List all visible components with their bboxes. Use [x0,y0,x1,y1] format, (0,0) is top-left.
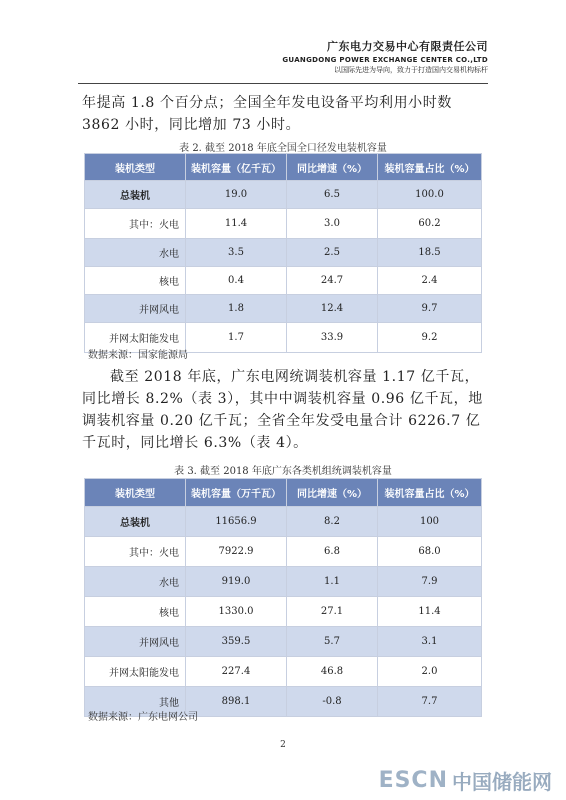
table-cell-type: 并网风电 [85,295,186,323]
watermark-logo: ESCN [378,768,448,793]
table-cell-capacity: 11.4 [186,209,287,239]
table-cell-share: 7.9 [378,567,482,597]
table-2-header-row [85,154,482,181]
table-row [85,657,482,687]
table-row [85,181,482,209]
table-cell-share: 7.7 [378,687,482,717]
table-cell-capacity: 1330.0 [186,597,287,627]
table-cell-capacity: 898.1 [186,687,287,717]
table-3-source: 数据来源：广东电网公司 [88,712,198,723]
table-cell-capacity: 7922.9 [186,537,287,567]
table-cell-type: 并网太阳能发电 [85,657,186,687]
paragraph-2-line-4: 千瓦时，同比增长 6.3%（表 4）。 [82,435,308,451]
table-2 [84,153,482,353]
table-cell-type: 并网太阳能发电 [85,323,186,353]
table-cell-type: 总装机 [85,181,186,209]
table-cell-type: 其中：火电 [85,537,186,567]
table-cell-capacity: 227.4 [186,657,287,687]
table-row [85,627,482,657]
table-cell-growth: 27.1 [287,597,378,627]
table-cell-growth: 6.8 [287,537,378,567]
table-cell-capacity: 919.0 [186,567,287,597]
table-3-header-share: 装机容量占比（%） [378,479,482,507]
watermark [379,766,552,795]
table-row [85,239,482,267]
table-cell-capacity: 359.5 [186,627,287,657]
table-2-header-growth: 同比增速（%） [287,154,378,181]
table-cell-growth: 12.4 [287,295,378,323]
paragraph-1 [82,92,492,136]
table-row [85,507,482,537]
table-cell-growth: 1.1 [287,567,378,597]
table-2-header-type: 装机类型 [85,154,186,181]
table-cell-share: 60.2 [378,209,482,239]
company-name-en: GUANGDONG POWER EXCHANGE CENTER CO.,LTD [282,56,488,64]
document-header [282,38,488,75]
table-cell-share: 68.0 [378,537,482,567]
paragraph-1-line-1: 年提高 1.8 个百分点；全国全年发电设备平均利用小时数 [82,95,452,111]
table-row [85,295,482,323]
table-cell-capacity: 0.4 [186,267,287,295]
table-cell-growth: 24.7 [287,267,378,295]
table-cell-share: 18.5 [378,239,482,267]
table-cell-share: 2.0 [378,657,482,687]
table-cell-share: 9.7 [378,295,482,323]
table-cell-share: 3.1 [378,627,482,657]
table-cell-share: 2.4 [378,267,482,295]
table-3-header-row [85,479,482,507]
table-cell-growth: 2.5 [287,239,378,267]
paragraph-1-line-2: 3862 小时，同比增加 73 小时。 [82,117,301,133]
table-cell-growth: 5.7 [287,627,378,657]
table-cell-growth: 8.2 [287,507,378,537]
table-cell-capacity: 19.0 [186,181,287,209]
table-row [85,597,482,627]
table-3-header-capacity: 装机容量（万千瓦） [186,479,287,507]
table-3-caption: 表 3. 截至 2018 年底广东各类机组统调装机容量 [174,466,392,477]
company-name-cn: 广东电力交易中心有限责任公司 [327,40,488,53]
paragraph-2-line-2: 同比增长 8.2%（表 3），其中中调装机容量 0.96 亿千瓦，地 [82,391,483,407]
page-number: 2 [280,740,286,750]
table-cell-growth: -0.8 [287,687,378,717]
table-cell-share: 11.4 [378,597,482,627]
company-slogan: 以国际先进为导向，致力于打造国内交易机构标杆 [334,66,488,74]
table-row [85,537,482,567]
table-cell-type: 核电 [85,267,186,295]
table-3-header-type: 装机类型 [85,479,186,507]
table-2-header-capacity: 装机容量（亿千瓦） [186,154,287,181]
table-2-header-share: 装机容量占比（%） [378,154,482,181]
table-cell-type: 其他 [85,687,186,717]
header-divider [78,83,488,84]
table-2-caption: 表 2. 截至 2018 年底全国全口径发电装机容量 [179,143,387,154]
table-row [85,567,482,597]
table-cell-type: 水电 [85,239,186,267]
table-cell-type: 水电 [85,567,186,597]
table-cell-capacity: 1.7 [186,323,287,353]
table-cell-capacity: 11656.9 [186,507,287,537]
paragraph-2 [82,366,492,454]
table-cell-growth: 46.8 [287,657,378,687]
table-cell-growth: 6.5 [287,181,378,209]
table-cell-share: 100 [378,507,482,537]
table-cell-share: 9.2 [378,323,482,353]
table-cell-growth: 3.0 [287,209,378,239]
table-cell-type: 并网风电 [85,627,186,657]
table-cell-capacity: 3.5 [186,239,287,267]
table-cell-type: 总装机 [85,507,186,537]
paragraph-2-line-3: 调装机容量 0.20 亿千瓦；全省全年发受电量合计 6226.7 亿 [82,413,481,429]
table-row [85,267,482,295]
table-row [85,209,482,239]
table-cell-type: 其中：火电 [85,209,186,239]
table-cell-share: 100.0 [378,181,482,209]
table-3 [84,478,482,717]
table-cell-type: 核电 [85,597,186,627]
table-cell-growth: 33.9 [287,323,378,353]
paragraph-2-line-1: 截至 2018 年底，广东电网统调装机容量 1.17 亿千瓦， [110,369,480,385]
table-cell-capacity: 1.8 [186,295,287,323]
table-2-source: 数据来源：国家能源局 [88,350,188,361]
table-3-header-growth: 同比增速（%） [287,479,378,507]
watermark-site-name: 中国储能网 [452,770,552,794]
